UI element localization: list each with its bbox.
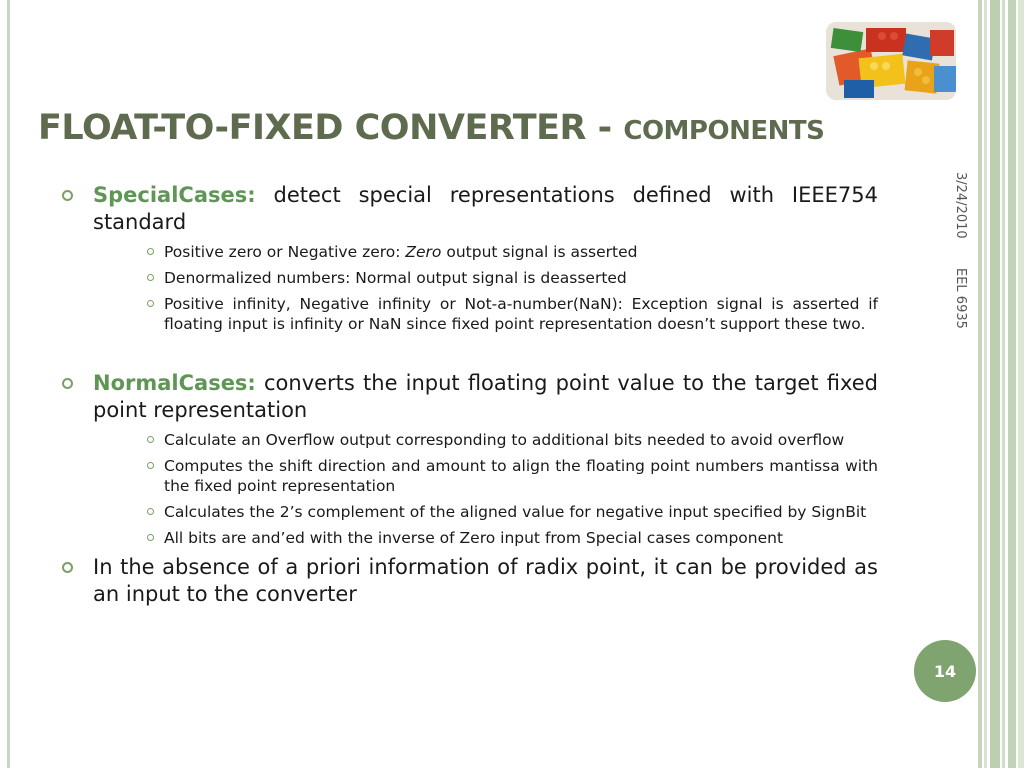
bullet-icon [147, 534, 154, 541]
sub-item-text: Positive zero or Negative zero: [164, 243, 406, 261]
sub-item [164, 268, 878, 288]
sub-item-text-end: output signal is asserted [441, 243, 638, 261]
sub-item-text: All bits are and’ed with the inverse of Zero input from Special cases component [164, 529, 784, 547]
bullet-text: detect special representations defined with IEEE754 standard [93, 183, 878, 234]
lego-bricks-image [826, 22, 956, 100]
bullet-heading: NormalCases: [93, 371, 256, 395]
sub-item-text: Calculate an Overflow output corresponding to additional bits needed to avoid overflow [164, 431, 845, 449]
sub-item [164, 294, 878, 334]
bullet-icon [147, 462, 154, 469]
sub-list [164, 242, 878, 334]
bullet-icon [147, 300, 154, 307]
sub-item [164, 456, 878, 496]
bullet-text: converts the input floating point value to the target fixed point representation [93, 371, 878, 422]
course-code: EEL 6935 [953, 268, 968, 329]
bullet-normal-cases [60, 370, 878, 424]
slide-body [60, 182, 878, 608]
sub-item-text: Positive infinity, Negative infinity or Not-a-number(NaN): Exception signal is asserted if floating input is infinity or NaN since fixed point representation doesn’t support these two. [164, 295, 878, 333]
page-number-badge: 14 [914, 640, 976, 702]
sub-item [164, 502, 878, 522]
bullet-icon [62, 378, 73, 389]
sub-item [164, 430, 878, 450]
title-sub: COMPONENTS [623, 116, 825, 146]
bullet-icon [147, 508, 154, 515]
title-main: FLOAT-TO-FIXED CONVERTER - [38, 108, 624, 148]
sub-item-text: Calculates the 2’s complement of the aligned value for negative input specified by SignBit [164, 503, 867, 521]
bullet-icon [147, 274, 154, 281]
right-decorative-stripes [978, 0, 1024, 768]
bullet-icon [147, 248, 154, 255]
left-border [7, 0, 10, 768]
page-title [38, 108, 824, 148]
sub-item [164, 242, 878, 262]
bullet-icon [62, 190, 73, 201]
sub-item-emphasis: Zero [405, 243, 442, 261]
slide-date: 3/24/2010 [953, 172, 968, 239]
bullet-radix-point [60, 554, 878, 608]
bullet-heading: SpecialCases: [93, 183, 256, 207]
bullet-icon [62, 562, 73, 573]
bullet-text: In the absence of a priori information of radix point, it can be provided as an input to the converter [93, 555, 878, 606]
sub-item [164, 528, 878, 548]
bullet-special-cases [60, 182, 878, 236]
sub-item-text: Computes the shift direction and amount to align the floating point numbers mantissa with the fixed point representation [164, 457, 878, 495]
bullet-icon [147, 436, 154, 443]
sub-list [164, 430, 878, 548]
sub-item-text: Denormalized numbers: Normal output signal is deasserted [164, 269, 627, 287]
